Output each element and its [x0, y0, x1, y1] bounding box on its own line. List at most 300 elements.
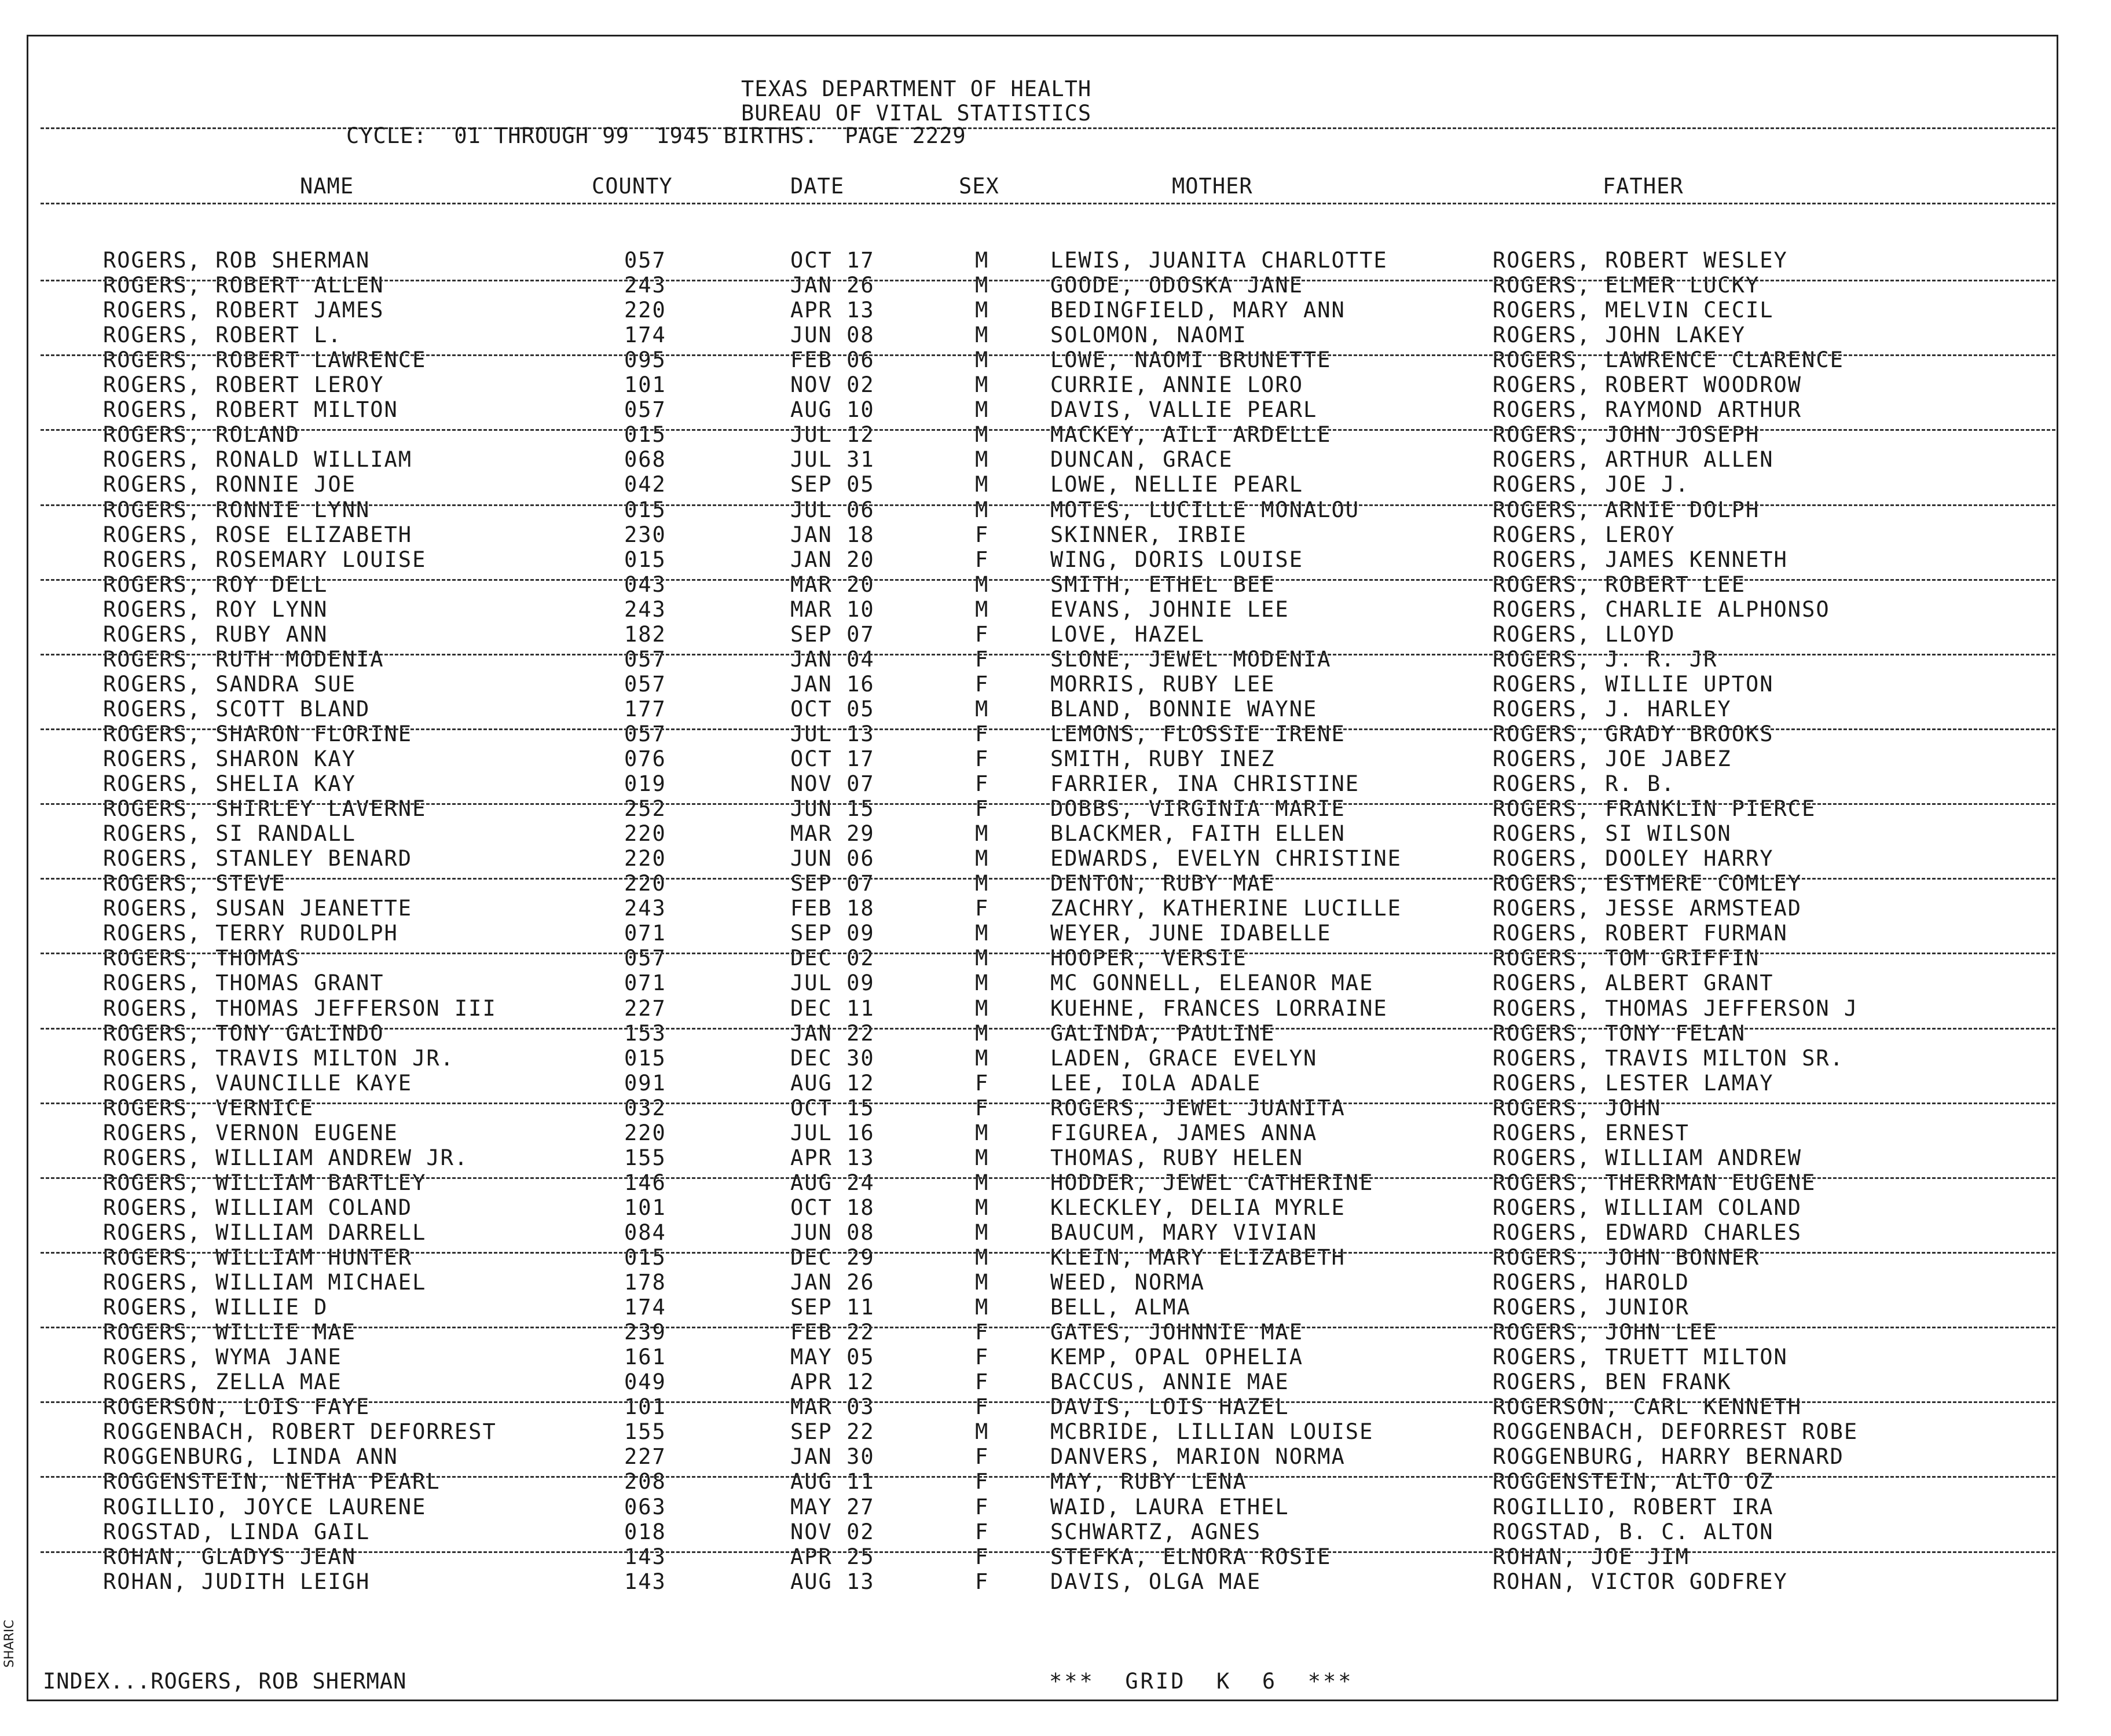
- record-father: ROGERS, ARNIE DOLPH: [1493, 497, 1760, 522]
- record-row: [0, 1096, 2111, 1120]
- record-county: 146: [624, 1170, 666, 1195]
- record-mother: BLAND, BONNIE WAYNE: [1050, 697, 1318, 721]
- record-name: ROGERS, ROBERT LAWRENCE: [103, 347, 427, 372]
- record-mother: MOTES, LUCILLE MONALOU: [1050, 497, 1360, 522]
- record-father: ROGERS, ROBERT WESLEY: [1493, 248, 1788, 273]
- record-county: 153: [624, 1021, 666, 1046]
- record-row: [0, 397, 2111, 422]
- record-county: 243: [624, 896, 666, 921]
- record-row: [0, 347, 2111, 372]
- record-date: JUN 08: [790, 323, 875, 347]
- record-sex: M: [975, 397, 989, 422]
- record-father: ROHAN, JOE JIM: [1493, 1544, 1689, 1569]
- record-father: ROGERS, J. HARLEY: [1493, 697, 1732, 721]
- column-header-county: COUNTY: [592, 174, 673, 199]
- record-county: 015: [624, 547, 666, 572]
- record-row: [0, 622, 2111, 647]
- record-date: NOV 02: [790, 372, 875, 397]
- footer-index: INDEX...ROGERS, ROB SHERMAN: [43, 1669, 407, 1694]
- record-sex: F: [975, 1394, 989, 1419]
- record-name: ROGERS, WILLIAM ANDREW JR.: [103, 1145, 469, 1170]
- record-name: ROGERS, SHARON KAY: [103, 746, 356, 771]
- record-father: ROGERS, LAWRENCE CLARENCE: [1493, 347, 1844, 372]
- record-date: MAR 03: [790, 1394, 875, 1419]
- record-date: JAN 26: [790, 273, 875, 298]
- record-name: ROGERS, ROY LYNN: [103, 597, 328, 622]
- record-date: JAN 22: [790, 1021, 875, 1046]
- column-header-sex: SEX: [959, 174, 999, 199]
- record-mother: EVANS, JOHNIE LEE: [1050, 597, 1289, 622]
- record-name: ROGERS, WYMA JANE: [103, 1345, 342, 1369]
- record-name: ROGGENSTEIN, NETHA PEARL: [103, 1469, 441, 1494]
- record-sex: M: [975, 1170, 989, 1195]
- record-sex: M: [975, 298, 989, 323]
- record-mother: LEE, IOLA ADALE: [1050, 1071, 1262, 1096]
- record-sex: M: [975, 1120, 989, 1145]
- record-mother: LOWE, NELLIE PEARL: [1050, 472, 1303, 497]
- record-father: ROGERS, WILLIE UPTON: [1493, 672, 1774, 697]
- record-sex: M: [975, 1270, 989, 1295]
- record-row: [0, 1270, 2111, 1295]
- record-date: MAR 10: [790, 597, 875, 622]
- record-sex: M: [975, 447, 989, 472]
- record-father: ROGERS, R. B.: [1493, 771, 1676, 796]
- record-name: ROGERS, SHARON FLORINE: [103, 721, 413, 746]
- record-date: AUG 11: [790, 1469, 875, 1494]
- record-row: [0, 323, 2111, 347]
- record-row: [0, 522, 2111, 547]
- record-row: [0, 1071, 2111, 1096]
- record-mother: KLECKLEY, DELIA MYRLE: [1050, 1195, 1346, 1220]
- record-date: DEC 02: [790, 946, 875, 970]
- record-sex: M: [975, 1145, 989, 1170]
- record-row: [0, 721, 2111, 746]
- record-mother: SKINNER, IRBIE: [1050, 522, 1247, 547]
- record-date: JUL 13: [790, 721, 875, 746]
- record-row: [0, 1369, 2111, 1394]
- record-date: JAN 30: [790, 1444, 875, 1469]
- record-row: [0, 771, 2111, 796]
- record-father: ROGERS, JOHN BONNER: [1493, 1245, 1760, 1270]
- record-date: JUL 31: [790, 447, 875, 472]
- record-sex: M: [975, 472, 989, 497]
- record-father: ROGERS, ROBERT LEE: [1493, 572, 1746, 597]
- record-name: ROGILLIO, JOYCE LAURENE: [103, 1495, 427, 1519]
- record-row: [0, 1120, 2111, 1145]
- record-date: FEB 22: [790, 1320, 875, 1345]
- record-county: 015: [624, 497, 666, 522]
- record-mother: DAVIS, VALLIE PEARL: [1050, 397, 1318, 422]
- record-name: ROGERS, VERNICE: [103, 1096, 314, 1120]
- record-row: [0, 1469, 2111, 1494]
- record-mother: SLONE, JEWEL MODENIA: [1050, 647, 1332, 672]
- record-row: [0, 821, 2111, 846]
- record-date: JUN 06: [790, 846, 875, 871]
- record-date: JUL 16: [790, 1120, 875, 1145]
- record-row: [0, 597, 2111, 622]
- record-row: [0, 248, 2111, 273]
- record-sex: M: [975, 323, 989, 347]
- record-mother: MACKEY, AILI ARDELLE: [1050, 422, 1332, 447]
- record-sex: M: [975, 821, 989, 846]
- record-father: ROGERS, WILLIAM COLAND: [1493, 1195, 1802, 1220]
- record-date: FEB 18: [790, 896, 875, 921]
- record-date: DEC 30: [790, 1046, 875, 1071]
- record-mother: GOODE, ODOSKA JANE: [1050, 273, 1303, 298]
- record-name: ROGERS, ROBERT L.: [103, 323, 342, 347]
- record-name: ROGERS, RONALD WILLIAM: [103, 447, 413, 472]
- record-sex: M: [975, 871, 989, 896]
- record-row: [0, 796, 2111, 821]
- record-date: SEP 05: [790, 472, 875, 497]
- record-county: 243: [624, 597, 666, 622]
- record-date: NOV 07: [790, 771, 875, 796]
- record-father: ROGERS, LLOYD: [1493, 622, 1676, 647]
- record-date: JAN 20: [790, 547, 875, 572]
- record-row: [0, 647, 2111, 672]
- record-name: ROGERS, WILLIAM BARTLEY: [103, 1170, 427, 1195]
- record-county: 227: [624, 1444, 666, 1469]
- record-mother: BEDINGFIELD, MARY ANN: [1050, 298, 1346, 323]
- header-bureau: BUREAU OF VITAL STATISTICS: [741, 101, 1092, 126]
- side-mark: SHARIC: [2, 1620, 17, 1668]
- record-county: 155: [624, 1419, 666, 1444]
- record-mother: WAID, LAURA ETHEL: [1050, 1495, 1289, 1519]
- record-name: ROGERS, THOMAS JEFFERSON III: [103, 996, 497, 1021]
- record-mother: LADEN, GRACE EVELYN: [1050, 1046, 1318, 1071]
- column-header-father: FATHER: [1603, 174, 1684, 199]
- record-mother: WING, DORIS LOUISE: [1050, 547, 1303, 572]
- record-name: ROGERS, SUSAN JEANETTE: [103, 896, 413, 921]
- record-county: 076: [624, 746, 666, 771]
- record-sex: M: [975, 1195, 989, 1220]
- record-date: JUN 08: [790, 1220, 875, 1245]
- record-name: ROGERS, ROBERT MILTON: [103, 397, 398, 422]
- record-county: 220: [624, 1120, 666, 1145]
- record-row: [0, 1195, 2111, 1220]
- record-name: ROGGENBACH, ROBERT DEFORREST: [103, 1419, 497, 1444]
- record-father: ROGERS, THOMAS JEFFERSON J: [1493, 996, 1859, 1021]
- record-father: ROGERS, HAROLD: [1493, 1270, 1689, 1295]
- record-date: OCT 18: [790, 1195, 875, 1220]
- record-county: 057: [624, 721, 666, 746]
- record-name: ROGSTAD, LINDA GAIL: [103, 1519, 371, 1544]
- record-name: ROHAN, GLADYS JEAN: [103, 1544, 356, 1569]
- record-father: ROGERS, ESTMERE COMLEY: [1493, 871, 1802, 896]
- record-mother: LEWIS, JUANITA CHARLOTTE: [1050, 248, 1388, 273]
- record-county: 057: [624, 946, 666, 970]
- record-sex: M: [975, 572, 989, 597]
- record-name: ROGERS, THOMAS: [103, 946, 300, 970]
- record-sex: M: [975, 946, 989, 970]
- record-county: 057: [624, 397, 666, 422]
- record-date: MAR 29: [790, 821, 875, 846]
- record-mother: BELL, ALMA: [1050, 1295, 1191, 1320]
- record-sex: F: [975, 721, 989, 746]
- record-name: ROGERS, STEVE: [103, 871, 286, 896]
- record-county: 068: [624, 447, 666, 472]
- record-father: ROGERS, JOHN LEE: [1493, 1320, 1718, 1345]
- record-mother: DAVIS, LOIS HAZEL: [1050, 1394, 1289, 1419]
- record-mother: SOLOMON, NAOMI: [1050, 323, 1247, 347]
- record-date: SEP 11: [790, 1295, 875, 1320]
- record-county: 155: [624, 1145, 666, 1170]
- record-row: [0, 871, 2111, 896]
- record-county: 220: [624, 871, 666, 896]
- record-date: SEP 07: [790, 622, 875, 647]
- record-row: [0, 746, 2111, 771]
- record-mother: LOVE, HAZEL: [1050, 622, 1205, 647]
- record-sex: F: [975, 1544, 989, 1569]
- record-row: [0, 372, 2111, 397]
- record-sex: M: [975, 921, 989, 946]
- record-county: 220: [624, 298, 666, 323]
- record-county: 057: [624, 248, 666, 273]
- record-father: ROGGENSTEIN, ALTO OZ: [1493, 1469, 1774, 1494]
- record-date: DEC 29: [790, 1245, 875, 1270]
- record-county: 043: [624, 572, 666, 597]
- record-name: ROGERS, STANLEY BENARD: [103, 846, 413, 871]
- record-father: ROGERS, LESTER LAMAY: [1493, 1071, 1774, 1096]
- record-name: ROGERS, SHELIA KAY: [103, 771, 356, 796]
- record-name: ROGERS, ROBERT JAMES: [103, 298, 384, 323]
- record-date: SEP 09: [790, 921, 875, 946]
- record-row: [0, 1444, 2111, 1469]
- record-mother: FARRIER, INA CHRISTINE: [1050, 771, 1360, 796]
- record-mother: SMITH, RUBY INEZ: [1050, 746, 1276, 771]
- record-county: 015: [624, 422, 666, 447]
- record-mother: KUEHNE, FRANCES LORRAINE: [1050, 996, 1388, 1021]
- record-date: MAR 20: [790, 572, 875, 597]
- record-date: APR 25: [790, 1544, 875, 1569]
- record-row: [0, 1394, 2111, 1419]
- record-name: ROGGENBURG, LINDA ANN: [103, 1444, 398, 1469]
- record-name: ROGERS, ROBERT ALLEN: [103, 273, 384, 298]
- record-father: ROGERS, BEN FRANK: [1493, 1369, 1732, 1394]
- record-father: ROGERS, FRANKLIN PIERCE: [1493, 796, 1816, 821]
- record-sex: F: [975, 771, 989, 796]
- record-sex: F: [975, 622, 989, 647]
- record-date: DEC 11: [790, 996, 875, 1021]
- record-date: JUL 06: [790, 497, 875, 522]
- record-father: ROGSTAD, B. C. ALTON: [1493, 1519, 1774, 1544]
- record-name: ROGERS, RONNIE JOE: [103, 472, 356, 497]
- record-row: [0, 1295, 2111, 1320]
- record-mother: FIGUREA, JAMES ANNA: [1050, 1120, 1318, 1145]
- header-cycle: CYCLE: 01 THROUGH 99 1945 BIRTHS. PAGE 2229: [346, 123, 966, 148]
- record-mother: BACCUS, ANNIE MAE: [1050, 1369, 1289, 1394]
- record-father: ROGERSON, CARL KENNETH: [1493, 1394, 1802, 1419]
- record-father: ROGERS, ERNEST: [1493, 1120, 1689, 1145]
- record-county: 101: [624, 1394, 666, 1419]
- record-row: [0, 547, 2111, 572]
- record-row: [0, 970, 2111, 995]
- record-mother: WEYER, JUNE IDABELLE: [1050, 921, 1332, 946]
- record-mother: HOOPER, VERSIE: [1050, 946, 1247, 970]
- record-row: [0, 1544, 2111, 1569]
- record-date: OCT 05: [790, 697, 875, 721]
- record-mother: KLEIN, MARY ELIZABETH: [1050, 1245, 1346, 1270]
- record-sex: F: [975, 1096, 989, 1120]
- record-name: ROGERS, ROLAND: [103, 422, 300, 447]
- record-date: APR 12: [790, 1369, 875, 1394]
- record-mother: LEMONS, FLOSSIE IRENE: [1050, 721, 1346, 746]
- record-date: JAN 16: [790, 672, 875, 697]
- record-county: 015: [624, 1046, 666, 1071]
- record-sex: M: [975, 347, 989, 372]
- record-mother: KEMP, OPAL OPHELIA: [1050, 1345, 1303, 1369]
- record-sex: M: [975, 597, 989, 622]
- record-sex: M: [975, 248, 989, 273]
- record-county: 018: [624, 1519, 666, 1544]
- record-sex: M: [975, 372, 989, 397]
- record-row: [0, 447, 2111, 472]
- record-father: ROGERS, JAMES KENNETH: [1493, 547, 1788, 572]
- record-mother: SMITH, ETHEL BEE: [1050, 572, 1276, 597]
- record-row: [0, 946, 2111, 970]
- record-name: ROGERS, VAUNCILLE KAYE: [103, 1071, 413, 1096]
- record-mother: DENTON, RUBY MAE: [1050, 871, 1276, 896]
- record-name: ROGERS, WILLIAM HUNTER: [103, 1245, 413, 1270]
- record-sex: F: [975, 1495, 989, 1519]
- record-father: ROHAN, VICTOR GODFREY: [1493, 1569, 1788, 1594]
- record-mother: GATES, JOHNNIE MAE: [1050, 1320, 1303, 1345]
- record-sex: M: [975, 1021, 989, 1046]
- record-row: [0, 472, 2111, 497]
- record-mother: MCBRIDE, LILLIAN LOUISE: [1050, 1419, 1374, 1444]
- record-mother: GALINDA, PAULINE: [1050, 1021, 1276, 1046]
- record-name: ROGERS, WILLIE D: [103, 1295, 328, 1320]
- record-sex: F: [975, 1569, 989, 1594]
- record-sex: M: [975, 1245, 989, 1270]
- header-title: TEXAS DEPARTMENT OF HEALTH: [741, 76, 1092, 101]
- record-county: 174: [624, 323, 666, 347]
- record-date: NOV 02: [790, 1519, 875, 1544]
- record-father: ROGERS, DOOLEY HARRY: [1493, 846, 1774, 871]
- record-name: ROGERS, ROB SHERMAN: [103, 248, 371, 273]
- record-name: ROGERS, VERNON EUGENE: [103, 1120, 398, 1145]
- record-row: [0, 1245, 2111, 1270]
- record-name: ROGERS, ROSE ELIZABETH: [103, 522, 413, 547]
- record-father: ROGERS, JOHN LAKEY: [1493, 323, 1746, 347]
- record-mother: MORRIS, RUBY LEE: [1050, 672, 1276, 697]
- record-sex: F: [975, 1369, 989, 1394]
- record-row: [0, 1569, 2111, 1594]
- record-county: 032: [624, 1096, 666, 1120]
- record-row: [0, 1220, 2111, 1245]
- record-father: ROGERS, JUNIOR: [1493, 1295, 1689, 1320]
- record-county: 143: [624, 1569, 666, 1594]
- record-county: 101: [624, 372, 666, 397]
- record-county: 057: [624, 672, 666, 697]
- record-row: [0, 672, 2111, 697]
- record-sex: M: [975, 1295, 989, 1320]
- record-row: [0, 921, 2111, 946]
- record-mother: BAUCUM, MARY VIVIAN: [1050, 1220, 1318, 1245]
- record-sex: F: [975, 796, 989, 821]
- record-father: ROGERS, J. R. JR: [1493, 647, 1718, 672]
- record-name: ROGERS, ZELLA MAE: [103, 1369, 342, 1394]
- record-name: ROHAN, JUDITH LEIGH: [103, 1569, 371, 1594]
- record-date: AUG 24: [790, 1170, 875, 1195]
- record-sex: F: [975, 672, 989, 697]
- footer-grid-reference: *** GRID K 6 ***: [1049, 1669, 1354, 1694]
- record-sex: F: [975, 1519, 989, 1544]
- record-date: APR 13: [790, 1145, 875, 1170]
- record-county: 230: [624, 522, 666, 547]
- record-date: OCT 17: [790, 248, 875, 273]
- record-father: ROGERS, JOE JABEZ: [1493, 746, 1732, 771]
- record-county: 239: [624, 1320, 666, 1345]
- header-rule-top: [41, 127, 2055, 129]
- record-row: [0, 1145, 2111, 1170]
- record-sex: M: [975, 273, 989, 298]
- record-county: 220: [624, 846, 666, 871]
- record-county: 071: [624, 921, 666, 946]
- column-header-mother: MOTHER: [1172, 174, 1253, 199]
- record-father: ROGERS, JESSE ARMSTEAD: [1493, 896, 1802, 921]
- record-name: ROGERS, RUTH MODENIA: [103, 647, 384, 672]
- record-county: 015: [624, 1245, 666, 1270]
- record-sex: F: [975, 547, 989, 572]
- record-father: ROGERS, GRADY BROOKS: [1493, 721, 1774, 746]
- record-father: ROGERS, JOE J.: [1493, 472, 1689, 497]
- record-mother: DAVIS, OLGA MAE: [1050, 1569, 1262, 1594]
- record-row: [0, 1419, 2111, 1444]
- record-father: ROGILLIO, ROBERT IRA: [1493, 1495, 1774, 1519]
- record-date: AUG 12: [790, 1071, 875, 1096]
- record-sex: M: [975, 846, 989, 871]
- record-sex: F: [975, 1444, 989, 1469]
- record-father: ROGERS, ALBERT GRANT: [1493, 970, 1774, 995]
- record-sex: F: [975, 1320, 989, 1345]
- record-mother: DANVERS, MARION NORMA: [1050, 1444, 1346, 1469]
- record-row: [0, 697, 2111, 721]
- record-mother: STEFKA, ELNORA ROSIE: [1050, 1544, 1332, 1569]
- record-row: [0, 996, 2111, 1021]
- record-date: MAY 27: [790, 1495, 875, 1519]
- record-mother: EDWARDS, EVELYN CHRISTINE: [1050, 846, 1402, 871]
- record-row: [0, 1345, 2111, 1369]
- record-date: SEP 22: [790, 1419, 875, 1444]
- record-date: SEP 07: [790, 871, 875, 896]
- record-county: 019: [624, 771, 666, 796]
- record-sex: M: [975, 1419, 989, 1444]
- record-name: ROGERS, ROY DELL: [103, 572, 328, 597]
- record-father: ROGERS, RAYMOND ARTHUR: [1493, 397, 1802, 422]
- record-date: AUG 10: [790, 397, 875, 422]
- record-row: [0, 1519, 2111, 1544]
- record-row: [0, 1170, 2111, 1195]
- record-father: ROGGENBURG, HARRY BERNARD: [1493, 1444, 1844, 1469]
- record-name: ROGERS, THOMAS GRANT: [103, 970, 384, 995]
- record-father: ROGERS, ROBERT WOODROW: [1493, 372, 1802, 397]
- record-county: 091: [624, 1071, 666, 1096]
- record-mother: CURRIE, ANNIE LORO: [1050, 372, 1303, 397]
- record-mother: WEED, NORMA: [1050, 1270, 1205, 1295]
- record-name: ROGERS, TONY GALINDO: [103, 1021, 384, 1046]
- record-county: 252: [624, 796, 666, 821]
- record-name: ROGERS, WILLIE MAE: [103, 1320, 356, 1345]
- record-father: ROGERS, MELVIN CECIL: [1493, 298, 1774, 323]
- record-name: ROGERS, RONNIE LYNN: [103, 497, 371, 522]
- record-date: JUL 09: [790, 970, 875, 995]
- record-mother: MAY, RUBY LENA: [1050, 1469, 1247, 1494]
- record-date: JAN 18: [790, 522, 875, 547]
- record-county: 174: [624, 1295, 666, 1320]
- record-father: ROGERS, CHARLIE ALPHONSO: [1493, 597, 1830, 622]
- record-row: [0, 1046, 2111, 1071]
